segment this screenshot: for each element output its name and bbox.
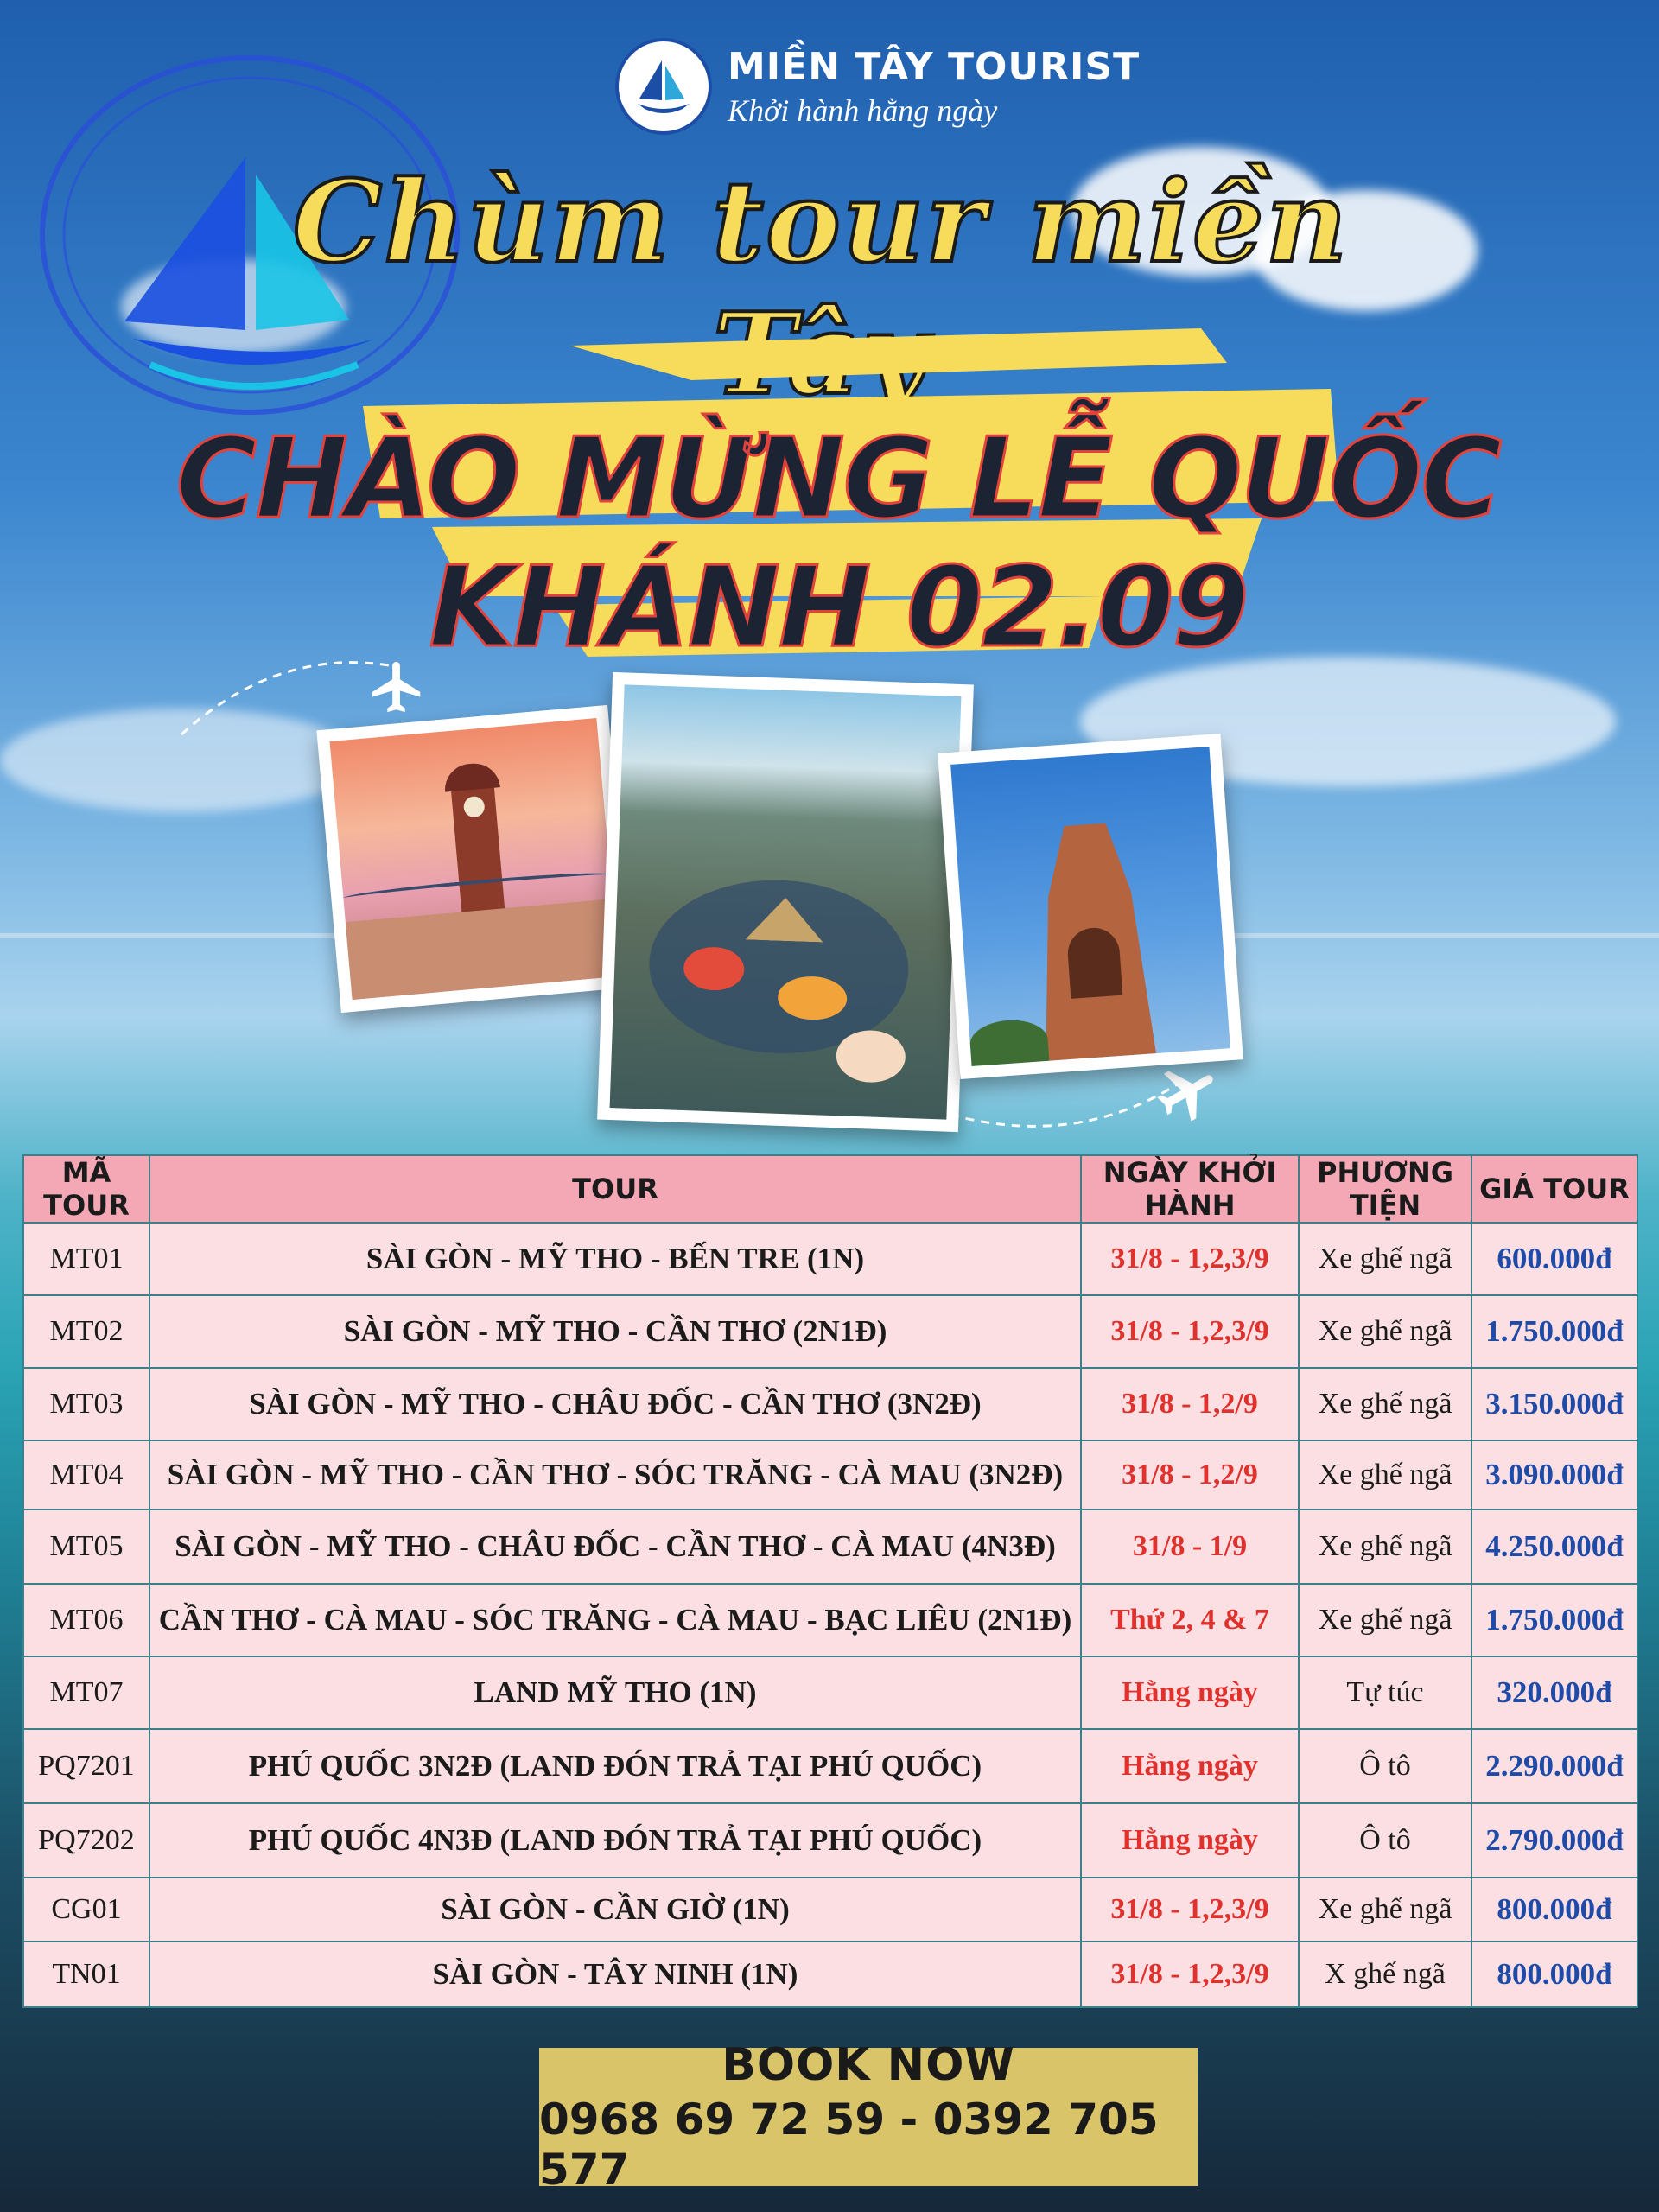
vehicle: Xe ghế ngã <box>1299 1510 1471 1584</box>
vehicle: Ô tô <box>1299 1803 1471 1878</box>
tour-name: SÀI GÒN - MỸ THO - BẾN TRE (1N) <box>149 1223 1081 1295</box>
tour-code: MT06 <box>23 1584 149 1656</box>
tour-code: MT03 <box>23 1368 149 1440</box>
vehicle: Xe ghế ngã <box>1299 1368 1471 1440</box>
brand-tagline: Khởi hành hằng ngày <box>728 92 998 128</box>
vehicle: Xe ghế ngã <box>1299 1295 1471 1368</box>
book-now-label: BOOK NOW <box>721 2039 1015 2091</box>
tour-price: 1.750.000đ <box>1471 1584 1637 1656</box>
table-row <box>23 1440 1637 1510</box>
table-row <box>23 1729 1637 1803</box>
photo-cham-tower <box>938 734 1243 1079</box>
departure-date: 31/8 - 1,2,3/9 <box>1081 1223 1299 1295</box>
tour-code: MT02 <box>23 1295 149 1368</box>
script-title: Chùm tour miền <box>292 156 1350 288</box>
departure-date: 31/8 - 1,2/9 <box>1081 1368 1299 1440</box>
main-title: CHÀO MỪNG LỄ QUỐC KHÁNH 02.09 <box>175 415 1501 672</box>
tour-price: 4.250.000đ <box>1471 1510 1637 1584</box>
tour-name: PHÚ QUỐC 3N2Đ (LAND ĐÓN TRẢ TẠI PHÚ QUỐC) <box>149 1729 1081 1803</box>
table-row <box>23 1368 1637 1440</box>
tour-price: 2.290.000đ <box>1471 1729 1637 1803</box>
header-departure-date: NGÀY KHỞI HÀNH <box>1081 1155 1299 1223</box>
table-row <box>23 1878 1637 1942</box>
tour-price: 320.000đ <box>1471 1656 1637 1729</box>
table-row <box>23 1803 1637 1878</box>
header-tour-code: MÃ TOUR <box>23 1155 149 1223</box>
vehicle: Tự túc <box>1299 1656 1471 1729</box>
photo-floating-market <box>597 672 974 1132</box>
tour-code: MT07 <box>23 1656 149 1729</box>
header-price: GIÁ TOUR <box>1471 1155 1637 1223</box>
brand-name: MIỀN TÂY TOURIST <box>728 44 1141 89</box>
table-header-row <box>23 1155 1637 1223</box>
tour-name: SÀI GÒN - MỸ THO - CHÂU ĐỐC - CẦN THƠ (3N2Đ) <box>149 1368 1081 1440</box>
vehicle: X ghế ngã <box>1299 1942 1471 2007</box>
tour-code: MT05 <box>23 1510 149 1584</box>
hotline-numbers: 0968 69 72 59 - 0392 705 577 <box>539 2094 1159 2195</box>
tour-price: 3.090.000đ <box>1471 1440 1637 1510</box>
table-row <box>23 1584 1637 1656</box>
vehicle: Ô tô <box>1299 1729 1471 1803</box>
tour-price-table <box>22 1154 1638 2008</box>
tour-name: SÀI GÒN - TÂY NINH (1N) <box>149 1942 1081 2007</box>
tour-name: SÀI GÒN - CẦN GIỜ (1N) <box>149 1878 1081 1942</box>
tour-price: 3.150.000đ <box>1471 1368 1637 1440</box>
airplane-icon <box>367 657 428 717</box>
table-row <box>23 1942 1637 2007</box>
tour-price: 800.000đ <box>1471 1878 1637 1942</box>
vehicle: Xe ghế ngã <box>1299 1584 1471 1656</box>
vehicle: Xe ghế ngã <box>1299 1223 1471 1295</box>
airplane-icon <box>1154 1058 1223 1128</box>
tour-name: SÀI GÒN - MỸ THO - CẦN THƠ (2N1Đ) <box>149 1295 1081 1368</box>
tour-name: LAND MỸ THO (1N) <box>149 1656 1081 1729</box>
table-row <box>23 1295 1637 1368</box>
tour-price: 2.790.000đ <box>1471 1803 1637 1878</box>
tour-name: CẦN THƠ - CÀ MAU - SÓC TRĂNG - CÀ MAU - BẠC LIÊU (2N1Đ) <box>149 1584 1081 1656</box>
header-vehicle: PHƯƠNG TIỆN <box>1299 1155 1471 1223</box>
departure-date: Hằng ngày <box>1081 1803 1299 1878</box>
book-now-button[interactable] <box>539 2039 1198 2195</box>
departure-date: Thứ 2, 4 & 7 <box>1081 1584 1299 1656</box>
departure-date: 31/8 - 1,2,3/9 <box>1081 1942 1299 2007</box>
tour-price: 800.000đ <box>1471 1942 1637 2007</box>
vehicle: Xe ghế ngã <box>1299 1440 1471 1510</box>
photo-sunset-city <box>316 705 632 1013</box>
vehicle: Xe ghế ngã <box>1299 1878 1471 1942</box>
departure-date: 31/8 - 1,2,3/9 <box>1081 1878 1299 1942</box>
tour-price: 1.750.000đ <box>1471 1295 1637 1368</box>
departure-date: Hằng ngày <box>1081 1729 1299 1803</box>
tour-code: PQ7201 <box>23 1729 149 1803</box>
departure-date: 31/8 - 1/9 <box>1081 1510 1299 1584</box>
tour-name: SÀI GÒN - MỸ THO - CHÂU ĐỐC - CẦN THƠ - CÀ MAU (4N3Đ) <box>149 1510 1081 1584</box>
table-row <box>23 1510 1637 1584</box>
tour-code: PQ7202 <box>23 1803 149 1878</box>
tour-code: MT01 <box>23 1223 149 1295</box>
tour-code: TN01 <box>23 1942 149 2007</box>
tour-name: SÀI GÒN - MỸ THO - CẦN THƠ - SÓC TRĂNG - CÀ MAU (3N2Đ) <box>149 1440 1081 1510</box>
table-row <box>23 1656 1637 1729</box>
departure-date: Hằng ngày <box>1081 1656 1299 1729</box>
tour-price: 600.000đ <box>1471 1223 1637 1295</box>
tour-code: MT04 <box>23 1440 149 1510</box>
sailboat-logo-icon <box>615 38 712 135</box>
header-tour: TOUR <box>149 1155 1081 1223</box>
tour-name: PHÚ QUỐC 4N3Đ (LAND ĐÓN TRẢ TẠI PHÚ QUỐC) <box>149 1803 1081 1878</box>
departure-date: 31/8 - 1,2,3/9 <box>1081 1295 1299 1368</box>
departure-date: 31/8 - 1,2/9 <box>1081 1440 1299 1510</box>
table-row <box>23 1223 1637 1295</box>
brand-header <box>615 35 1140 138</box>
tour-code: CG01 <box>23 1878 149 1942</box>
